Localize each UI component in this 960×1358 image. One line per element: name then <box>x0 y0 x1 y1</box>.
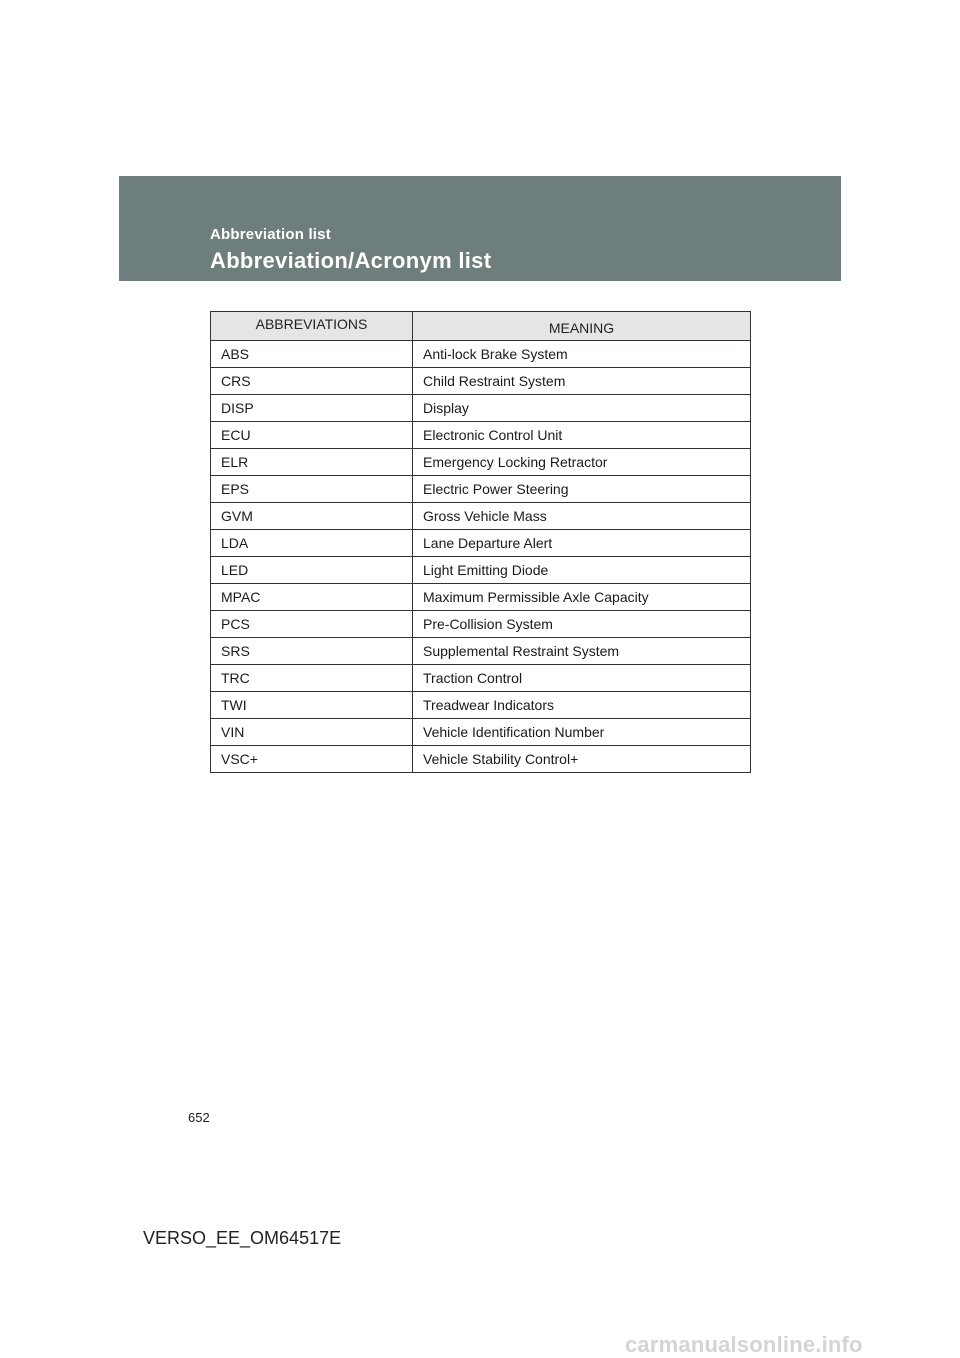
abbreviation-cell: EPS <box>211 476 413 503</box>
abbreviation-table <box>210 311 751 773</box>
table-row <box>211 584 751 611</box>
column-header-meaning: MEANING <box>413 312 751 341</box>
table-row <box>211 449 751 476</box>
abbreviation-cell: ELR <box>211 449 413 476</box>
meaning-cell: Electric Power Steering <box>413 476 751 503</box>
table-row <box>211 476 751 503</box>
table-row <box>211 665 751 692</box>
table-row <box>211 395 751 422</box>
abbreviation-cell: LDA <box>211 530 413 557</box>
abbreviation-cell: LED <box>211 557 413 584</box>
meaning-cell: Supplemental Restraint System <box>413 638 751 665</box>
meaning-cell: Anti-lock Brake System <box>413 341 751 368</box>
meaning-cell: Vehicle Stability Control+ <box>413 746 751 773</box>
section-header-band <box>119 176 841 281</box>
abbreviation-cell: DISP <box>211 395 413 422</box>
table-header-row <box>211 312 751 341</box>
meaning-cell: Traction Control <box>413 665 751 692</box>
meaning-cell: Gross Vehicle Mass <box>413 503 751 530</box>
table-row <box>211 341 751 368</box>
abbreviation-cell: VSC+ <box>211 746 413 773</box>
table-row <box>211 638 751 665</box>
abbreviation-cell: CRS <box>211 368 413 395</box>
page-number: 652 <box>188 1110 210 1125</box>
table-row <box>211 422 751 449</box>
column-header-abbreviations: ABBREVIATIONS <box>211 312 413 341</box>
table-row <box>211 557 751 584</box>
document-code: VERSO_EE_OM64517E <box>143 1228 342 1248</box>
abbreviation-cell: TRC <box>211 665 413 692</box>
table-body <box>211 341 751 773</box>
meaning-cell: Pre-Collision System <box>413 611 751 638</box>
table-row <box>211 611 751 638</box>
page-title: Abbreviation/Acronym list <box>210 248 492 273</box>
abbreviation-cell: MPAC <box>211 584 413 611</box>
meaning-cell: Emergency Locking Retractor <box>413 449 751 476</box>
table-row <box>211 530 751 557</box>
meaning-cell: Lane Departure Alert <box>413 530 751 557</box>
meaning-cell: Vehicle Identification Number <box>413 719 751 746</box>
meaning-cell: Child Restraint System <box>413 368 751 395</box>
meaning-cell: Electronic Control Unit <box>413 422 751 449</box>
table-row <box>211 719 751 746</box>
watermark-text: carmanualsonline.info <box>625 1332 863 1357</box>
table-row <box>211 368 751 395</box>
table-row <box>211 692 751 719</box>
abbreviation-cell: ECU <box>211 422 413 449</box>
abbreviation-cell: VIN <box>211 719 413 746</box>
table-row <box>211 503 751 530</box>
abbreviation-cell: GVM <box>211 503 413 530</box>
meaning-cell: Treadwear Indicators <box>413 692 751 719</box>
table-row <box>211 746 751 773</box>
abbreviation-cell: SRS <box>211 638 413 665</box>
abbreviation-cell: PCS <box>211 611 413 638</box>
meaning-cell: Maximum Permissible Axle Capacity <box>413 584 751 611</box>
abbreviation-cell: TWI <box>211 692 413 719</box>
abbreviation-cell: ABS <box>211 341 413 368</box>
meaning-cell: Display <box>413 395 751 422</box>
section-label: Abbreviation list <box>210 226 331 243</box>
meaning-cell: Light Emitting Diode <box>413 557 751 584</box>
